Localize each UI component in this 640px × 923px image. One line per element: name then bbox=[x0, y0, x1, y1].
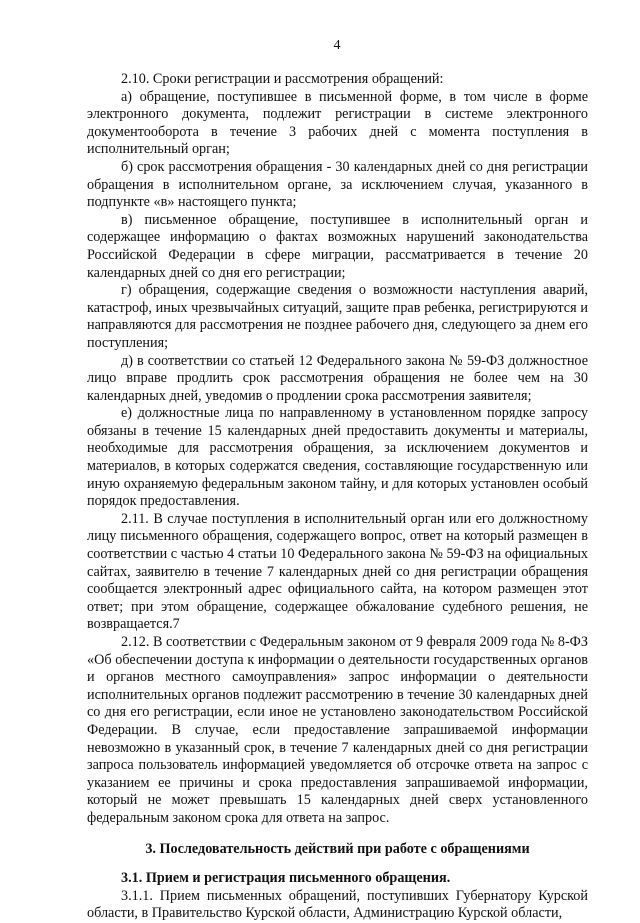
paragraph-2-10-b: б) срок рассмотрения обращения - 30 календарных дней со дня регистрации обращения в исполнительном органе, за исключением случая, указанного в подпункте «в» настоящего пункта; bbox=[87, 158, 588, 211]
paragraph-2-10-a: а) обращение, поступившее в письменной форме, в том числе в форме электронного документа, подлежит регистрации в системе электронного документооборота в течение 3 рабочих дней с момента поступления в исполнительный орган; bbox=[87, 88, 588, 158]
section-heading: 3. Последовательность действий при работе с обращениями bbox=[145, 840, 530, 857]
body-section-a bbox=[87, 71, 588, 828]
page-number: 4 bbox=[333, 38, 341, 53]
paragraph-2-12: 2.12. В соответствии с Федеральным законом от 9 февраля 2009 года № 8-ФЗ «Об обеспечении доступа к информации о деятельности государственных органов и органов местного самоуправления» запрос информации о деятельности исполнительных органов подлежит рассмотрению в течение 30 календарных дней со дня его регистрации, если иное не установлено законодательством Российской Федерации. В случае, если предоставление запрашиваемой информации невозможно в указанный срок, в течение 7 календарных дней со дня регистрации запроса пользователь информацией уведомляется об отсрочке ответа на запрос с указанием ее причины и срока предоставления запрашиваемой информации, который не может превышать 15 календарных дней сверх установленного федеральным законом срока для ответа на запрос. bbox=[87, 634, 588, 826]
paragraph-2-10-d: д) в соответствии со статьей 12 Федерального закона № 59-ФЗ должностное лицо вправе продлить срок рассмотрения обращения не более чем на 30 календарных дней, уведомив о продлении срока рассмотрения заявителя; bbox=[87, 352, 588, 404]
paragraph-2-10-v: в) письменное обращение, поступившее в исполнительный орган и содержащее информацию о фактах возможных нарушений законодательства Российской Федерации в сфере миграции, рассматривается в течение 20 календарных дней со дня его регистрации; bbox=[87, 211, 588, 281]
paragraph-2-10-e: е) должностные лица по направленному в установленном порядке запросу обязаны в течение 15 календарных дней предоставить документы и материалы, необходимые для рассмотрения обращения, за исключением документов и материалов, в которых содержатся сведения, составляющие государственную или иную охраняемую федеральным законом тайну, и для которых установлен особый порядок предоставления. bbox=[87, 405, 588, 510]
paragraph-2-10-title: 2.10. Сроки регистрации и рассмотрения обращений: bbox=[121, 71, 444, 87]
paragraph-2-10-g: г) обращения, содержащие сведения о возможности наступления аварий, катастроф, иных чрезвычайных ситуаций, защите прав ребенка, регистрируются и направляются для рассмотрения не позднее рабочего дня, следующего за днем его поступления; bbox=[87, 282, 588, 351]
paragraph-2-11: 2.11. В случае поступления в исполнительный орган или его должностному лицу письменного обращения, содержащего вопрос, ответ на который размещен в соответствии с частью 4 статьи 10 Федерального закона № 59-ФЗ на официальных сайтах, заявителю в течение 7 календарных дней со дня регистрации обращения сообщается электронный адрес официального сайта, на котором размещен этот ответ; при этом обращение, содержащее обжалование судебного решения, не возвращается.7 bbox=[87, 510, 588, 633]
paragraph-3-1-1: 3.1.1. Прием письменных обращений, поступивших Губернатору Курской области, в Правительство Курской области, Администрацию Курской области, bbox=[87, 887, 588, 922]
subsection-heading: 3.1. Прием и регистрация письменного обращения. bbox=[121, 870, 451, 887]
